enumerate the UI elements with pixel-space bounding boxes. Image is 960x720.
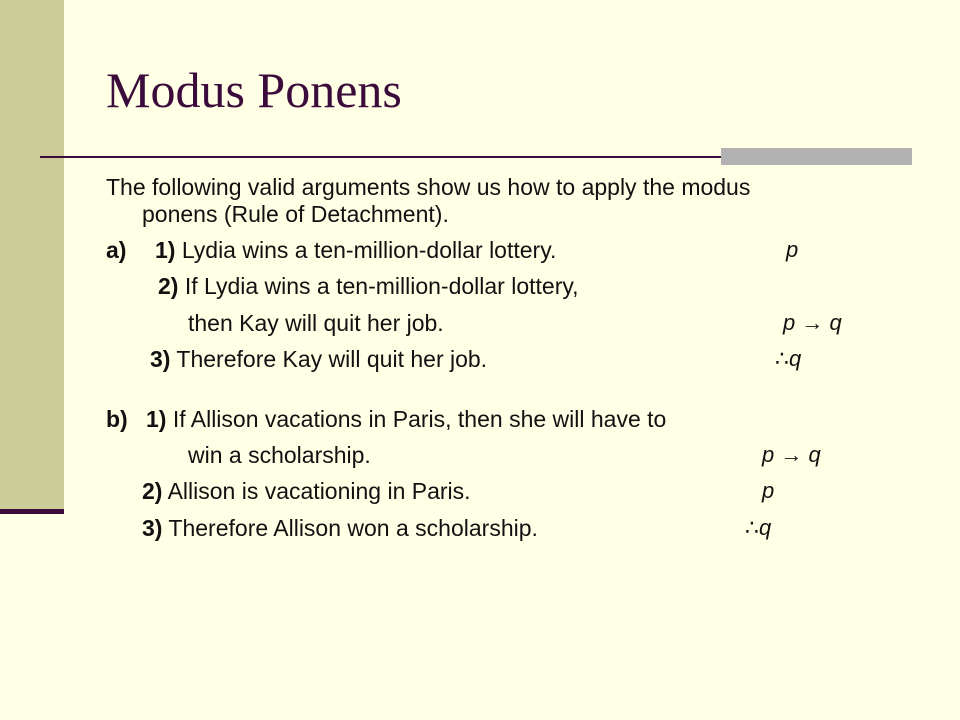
example-a-premise-1-number: 1) [155, 237, 176, 263]
slide-title: Modus Ponens [106, 62, 402, 118]
example-a-conclusion-number: 3) [150, 346, 171, 372]
example-a-premise-1-symbol: p [786, 237, 799, 262]
example-b-premise-1 [146, 406, 666, 432]
example-b-conclusion [142, 515, 538, 541]
example-b-premise-2 [142, 478, 471, 504]
example-a-premise-2-number: 2) [158, 273, 179, 299]
left-decorative-band [0, 0, 64, 512]
example-a-conclusion-symbol: ∴q [775, 346, 802, 371]
example-b-premise-1-number: 1) [146, 406, 167, 432]
example-b-premise-1-symbol: p → q [762, 442, 821, 467]
example-a-premise-2-continuation: then Kay will quit her job. [188, 310, 444, 336]
example-b-conclusion-symbol: ∴q [745, 515, 772, 540]
example-b-conclusion-text: Therefore Allison won a scholarship. [162, 515, 538, 541]
example-b-premise-2-number: 2) [142, 478, 163, 504]
intro-line-2: ponens (Rule of Detachment). [142, 201, 449, 227]
example-a-marker [106, 237, 126, 263]
title-rule-accent [721, 148, 912, 165]
example-a-premise-2-symbol: p → q [783, 310, 842, 335]
example-b-premise-1-continuation: win a scholarship. [188, 442, 371, 468]
left-band-underline [0, 509, 64, 514]
example-b-premise-1-text: If Allison vacations in Paris, then she will have to [166, 406, 667, 432]
example-b-marker-label: b) [106, 406, 128, 432]
example-b-premise-2-text: Allison is vacationing in Paris. [162, 478, 471, 504]
example-b-premise-2-symbol: p [762, 478, 775, 503]
example-a-conclusion [150, 346, 487, 372]
example-b-marker [106, 406, 128, 432]
intro-line-1: The following valid arguments show us how to apply the modus [106, 174, 751, 200]
example-a-premise-1 [155, 237, 556, 263]
example-a-marker-label: a) [106, 237, 127, 263]
example-a-premise-1-text: Lydia wins a ten-million-dollar lottery. [175, 237, 557, 263]
example-a-conclusion-text: Therefore Kay will quit her job. [170, 346, 488, 372]
example-a-premise-2-text: If Lydia wins a ten-million-dollar lottery, [178, 273, 579, 299]
example-b-conclusion-number: 3) [142, 515, 163, 541]
example-a-premise-2 [158, 273, 579, 299]
